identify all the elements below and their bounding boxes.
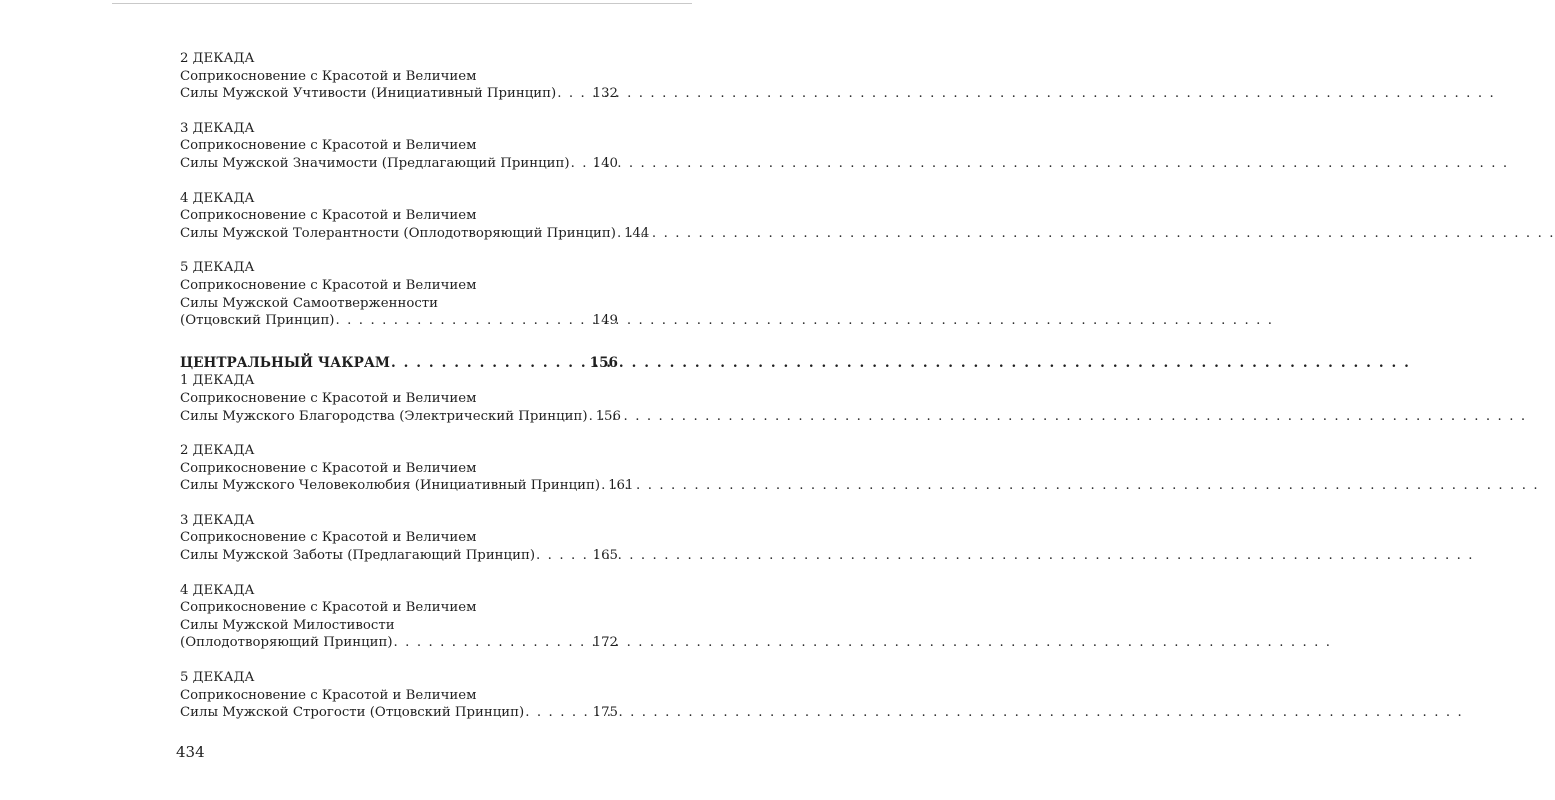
entry-title-tail: Силы Мужской Значимости (Предлагающий Принцип)	[180, 155, 570, 171]
entry-last-line	[180, 85, 618, 103]
toc-entry[interactable]	[180, 669, 618, 722]
decade-label: 4 ДЕКАДА	[180, 582, 255, 598]
dot-leader	[391, 355, 589, 373]
dot-leader	[571, 155, 592, 173]
section-title-line	[180, 355, 618, 373]
toc-entry[interactable]	[180, 512, 618, 565]
entry-page-number: 172	[592, 635, 618, 651]
toc-entry[interactable]	[180, 120, 618, 173]
toc-entry[interactable]	[180, 190, 650, 243]
dot-leader	[589, 408, 595, 426]
dot-leader	[617, 225, 623, 243]
top-divider	[112, 3, 692, 4]
entry-title-tail: Силы Мужского Благородства (Электрический Принцип)	[180, 408, 588, 424]
entry-title-line: Силы Мужской Самоотверженности	[180, 295, 438, 311]
entry-title-line: Соприкосновение с Красотой и Величием	[180, 138, 477, 154]
toc-group-a	[180, 50, 650, 330]
entry-page-number: 140	[592, 155, 618, 171]
entry-last-line	[180, 704, 618, 722]
entry-page-number: 132	[592, 86, 618, 102]
entry-title-tail: Силы Мужской Строгости (Отцовский Принцип)	[180, 705, 525, 721]
entry-last-line	[180, 477, 634, 495]
entry-title-line: Соприкосновение с Красотой и Величием	[180, 460, 477, 476]
dot-leader	[336, 312, 592, 330]
entry-title-line: Соприкосновение с Красотой и Величием	[180, 277, 477, 293]
decade-label: 5 ДЕКАДА	[180, 260, 255, 276]
entry-title-line: Соприкосновение с Красотой и Величием	[180, 208, 477, 224]
entry-page-number: 156	[595, 408, 621, 424]
table-of-contents	[180, 50, 650, 722]
entry-last-line	[180, 547, 618, 565]
entry-page-number: 144	[623, 225, 650, 241]
toc-entry[interactable]	[180, 259, 618, 329]
entry-last-line	[180, 155, 618, 173]
entry-page-number: 175	[592, 705, 618, 721]
decade-label: 5 ДЕКАДА	[180, 670, 255, 686]
decade-label: 2 ДЕКАДА	[180, 443, 255, 459]
page-number: 434	[176, 743, 205, 761]
decade-label: 2 ДЕКАДА	[180, 51, 255, 66]
toc-section-heading[interactable]	[180, 355, 618, 373]
decade-label: 4 ДЕКАДА	[180, 190, 255, 206]
entry-title-tail: Силы Мужского Человеколюбия (Инициативный Принцип)	[180, 478, 601, 494]
decade-label: 3 ДЕКАДА	[180, 512, 255, 528]
toc-entry[interactable]	[180, 372, 621, 425]
entry-last-line	[180, 408, 621, 426]
entry-last-line	[180, 225, 650, 243]
dot-leader	[557, 85, 591, 103]
toc-entry[interactable]	[180, 582, 618, 652]
entry-title-line: Соприкосновение с Красотой и Величием	[180, 600, 477, 616]
entry-last-line	[180, 312, 618, 330]
entry-page-number: 149	[592, 313, 618, 329]
dot-leader	[525, 704, 591, 722]
entry-title-tail: (Оплодотворяющий Принцип)	[180, 635, 393, 651]
entry-title-tail: Силы Мужской Заботы (Предлагающий Принцип)	[180, 548, 536, 564]
dot-leader	[394, 634, 592, 652]
entry-page-number: 165	[592, 548, 618, 564]
decade-label: 3 ДЕКАДА	[180, 120, 255, 136]
entry-title-tail: (Отцовский Принцип)	[180, 313, 335, 329]
entry-title-tail: Силы Мужской Учтивости (Инициативный Принцип)	[180, 86, 557, 102]
dot-leader	[601, 477, 607, 495]
entry-title-line: Соприкосновение с Красотой и Величием	[180, 390, 477, 406]
decade-label: 1 ДЕКАДА	[180, 373, 255, 389]
entry-title-line: Соприкосновение с Красотой и Величием	[180, 68, 477, 84]
toc-group-b	[180, 372, 634, 722]
toc-entry[interactable]	[180, 442, 634, 495]
section-page: 156	[589, 354, 618, 371]
entry-page-number: 161	[608, 478, 634, 494]
entry-last-line	[180, 634, 618, 652]
dot-leader	[536, 547, 592, 565]
entry-title-line: Соприкосновение с Красотой и Величием	[180, 530, 477, 546]
entry-title-line: Соприкосновение с Красотой и Величием	[180, 687, 477, 703]
entry-title-line: Силы Мужской Милостивости	[180, 617, 395, 633]
section-title: ЦЕНТРАЛЬНЫЙ ЧАКРАМ	[180, 354, 390, 371]
toc-entry[interactable]	[180, 50, 618, 103]
entry-title-tail: Силы Мужской Толерантности (Оплодотворяющий Принцип)	[180, 225, 616, 241]
